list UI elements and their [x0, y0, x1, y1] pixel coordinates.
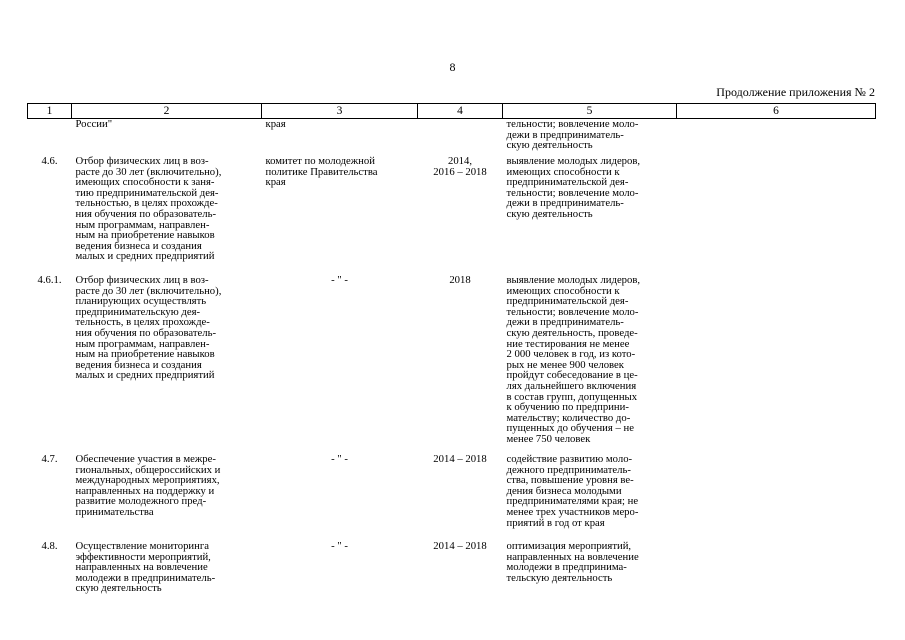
table-row — [28, 119, 876, 157]
period — [418, 119, 503, 157]
period: 2018 — [449, 274, 471, 286]
expected-result: тельности; вовлечение моло- дежи в предприниматель- скую деятельность — [506, 118, 639, 152]
note — [677, 275, 876, 454]
event-name: Осуществление мониторинга эффективности мероприятий, направленных на вовлечение молодежи в предприниматель- скую деятельность — [75, 540, 216, 595]
table-header — [28, 104, 876, 119]
event-name: Обеспечение участия в межре- гиональных, общероссийских и международных мероприятиях, направленных на поддержку и развитие молодежного пред- принимательства — [75, 453, 221, 518]
executor: комитет по молодежной политике Правительства края — [265, 155, 378, 189]
period: 2014 – 2018 — [433, 540, 487, 552]
item-number: 4.6. — [41, 155, 58, 167]
executor: - " - — [331, 540, 348, 552]
event-name: Отбор физических лиц в воз- расте до 30 лет (включительно), имеющих способности к заня- тию предпринимательской дея- тельностью, в целях прохожде- ния обучения по образователь- ным программам, направлен- ным на приобретение навыков ведения бизнеса и создания малых и средних предприятий — [75, 155, 222, 263]
expected-result: содействие развитию моло- дежного предприниматель- ства, повышение уровня ве- дения бизнеса молодыми предпринимателями края; не менее трех участников меро- приятий в год от края — [506, 453, 639, 529]
expected-result: выявление молодых лидеров, имеющих способности к предпринимательской дея- тельности; вовлечение моло- дежи в предприниматель- скую деятельность — [506, 155, 641, 220]
item-number — [28, 119, 72, 157]
executor: - " - — [331, 453, 348, 465]
period: 2014 – 2018 — [433, 453, 487, 465]
column-header-5: 5 — [503, 104, 677, 119]
note — [677, 454, 876, 541]
note — [677, 119, 876, 157]
table-row — [28, 541, 876, 601]
column-header-6: 6 — [677, 104, 876, 119]
period: 2014, 2016 – 2018 — [433, 155, 487, 178]
executor: края — [265, 118, 286, 130]
continuation-label: Продолжение приложения № 2 — [716, 85, 875, 99]
table-row — [28, 156, 876, 275]
item-number: 4.8. — [41, 540, 58, 552]
appendix-table — [27, 103, 876, 601]
header-row — [28, 104, 876, 119]
expected-result: оптимизация мероприятий, направленных на вовлечение молодежи в предпринима- тельскую деятельность — [506, 540, 639, 584]
table-row — [28, 454, 876, 541]
column-header-2: 2 — [72, 104, 262, 119]
event-name: России" — [75, 118, 113, 130]
expected-result: выявление молодых лидеров, имеющих способности к предпринимательской дея- тельности; вовлечение моло- дежи в предприниматель- скую деятельность, проведе- ние тестирования не менее 2 000 человек в год, из кото- рых не менее 900 человек пройдут собеседование в це- лях дальнейшего включения в состав групп, допущенных к обучению по предприни- мательству; количество до- пущенных до обучения – не менее 750 человек — [506, 274, 641, 445]
item-number: 4.6.1. — [37, 274, 62, 286]
event-name: Отбор физических лиц в воз- расте до 30 лет (включительно), планирующих осуществлять предпринимательскую дея- тельность, в целях прохожде- ния обучения по образователь- ным программам, направлен- ным на приобретение навыков ведения бизнеса и создания малых и средних предприятий — [75, 274, 222, 382]
note — [677, 541, 876, 601]
table-body — [28, 119, 876, 602]
executor: - " - — [331, 274, 348, 286]
column-header-3: 3 — [262, 104, 418, 119]
note — [677, 156, 876, 275]
page-number: 8 — [449, 60, 456, 74]
column-header-4: 4 — [418, 104, 503, 119]
item-number: 4.7. — [41, 453, 58, 465]
table-row — [28, 275, 876, 454]
column-header-1: 1 — [28, 104, 72, 119]
